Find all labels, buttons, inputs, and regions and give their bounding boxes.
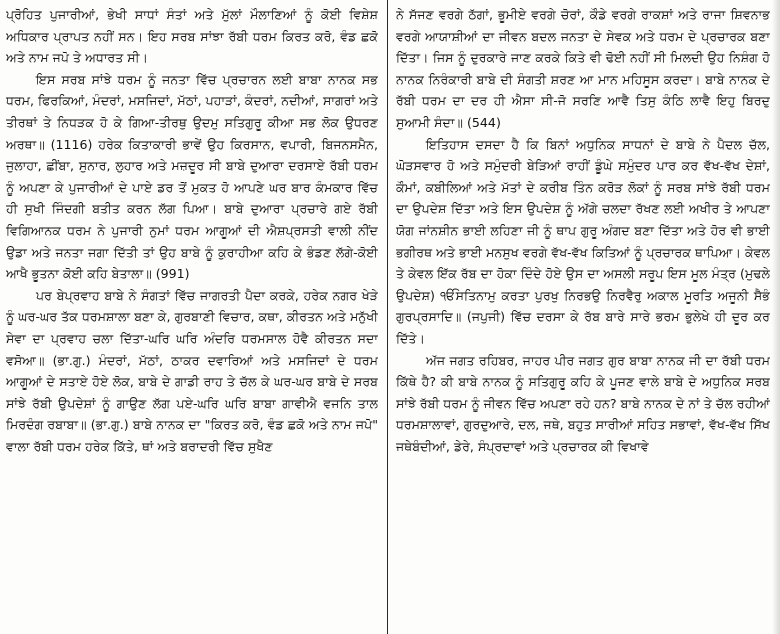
paragraph: ਪ੍ਰੋਹਿਤ ਪੁਜਾਰੀਆਂ, ਭੇਖੀ ਸਾਧਾਂ ਸੰਤਾਂ ਅਤੇ ਮੁੱਲਾਂ ਮੌਲਾਣਿਆਂ ਨੂੰ ਕੋਈ ਵਿਸ਼ੇਸ਼ ਅਧਿਕਾਰ ਪ੍ਰਾਪਤ ਨਹੀਂ ਸਨ। ਇਹ ਸਰਬ ਸਾਂਝਾ ਰੱਬੀ ਧਰਮ ਕਿਰਤ ਕਰੋ, ਵੰਡ ਛਕੋ ਅਤੇ ਨਾਮ ਜਪੋ ਤੇ ਅਧਾਰਤ ਸੀ।	[6, 7, 378, 66]
right-text-column	[396, 4, 770, 630]
page-edge-shadow	[772, 0, 780, 634]
column-divider	[387, 0, 388, 634]
paragraph: ਅੱਜ ਜਗਤ ਰਹਿਬਰ, ਜਾਹਰ ਪੀਰ ਜਗਤ ਗੁਰ ਬਾਬਾ ਨਾਨਕ ਜੀ ਦਾ ਰੱਬੀ ਧਰਮ ਕਿੱਥੇ ਹੈ? ਕੀ ਬਾਬੇ ਨਾਨਕ ਨੂੰ ਸਤਿਗੁਰੂ ਕਹਿ ਕੇ ਪੂਜਣ ਵਾਲੇ ਬਾਬੇ ਦੇ ਅਧੁਨਿਕ ਸਰਬ ਸਾਂਝੇ ਰੱਬੀ ਧਰਮ ਨੂੰ ਜੀਵਨ ਵਿੱਚ ਅਪਣਾ ਰਹੇ ਹਨ? ਬਾਬੇ ਨਾਨਕ ਦੇ ਨਾਂ ਤੇ ਚੱਲ ਰਹੀਆਂ ਧਰਮਸ਼ਾਲਾਵਾਂ, ਗੁਰਦੁਆਰੇ, ਦਲ, ਜਥੇ, ਬਹੁਤ ਸਾਰੀਆਂ ਸਹਿਤ ਸਭਾਵਾਂ, ਵੱਖ-ਵੱਖ ਸਿੱਖ ਜਥੇਬੰਦੀਆਂ, ਡੇਰੇ, ਸੰਪ੍ਰਦਾਵਾਂ ਅਤੇ ਪ੍ਰਚਾਰਕ ਕੀ ਵਿਖਾਵੇ	[396, 352, 770, 454]
paragraph: ਇਤਿਹਾਸ ਦਸਦਾ ਹੈ ਕਿ ਬਿਨਾਂ ਅਧੁਨਿਕ ਸਾਧਨਾਂ ਦੇ ਬਾਬੇ ਨੇ ਪੈਦਲ ਚੱਲ, ਘੋੜਸਵਾਰ ਹੋ ਅਤੇ ਸਮੁੰਦਰੀ ਬੇੜਿਆਂ ਰਾਹੀਂ ਡੂੰਘੇ ਸਮੁੰਦਰ ਪਾਰ ਕਰ ਵੱਖ-ਵੱਖ ਦੇਸ਼ਾਂ, ਕੌਮਾਂ, ਕਬੀਲਿਆਂ ਅਤੇ ਮੱਤਾਂ ਦੇ ਕਰੀਬ ਤਿੰਨ ਕਰੋੜ ਲੋਕਾਂ ਨੂੰ ਸਰਬ ਸਾਂਝੇ ਰੱਬੀ ਧਰਮ ਦਾ ਉਪਦੇਸ਼ ਦਿੱਤਾ ਅਤੇ ਇਸ ਉਪਦੇਸ਼ ਨੂੰ ਅੱਗੇ ਚਲਦਾ ਰੱਖਣ ਲਈ ਅਖੀਰ ਤੇ ਆਪਣਾ ਯੋਗ ਜਾਂਨਸ਼ੀਨ ਭਾਈ ਲਹਿਣਾ ਜੀ ਨੂੰ ਥਾਪ ਗੁਰੂ ਅੰਗਦ ਬਣਾ ਦਿੱਤਾ ਅਤੇ ਹੋਰ ਵੀ ਭਾਈ ਭਗੀਰਥ ਅਤੇ ਭਾਈ ਮਨਸੁਖ ਵਰਗੇ ਵੱਖ-ਵੱਖ ਕਿਤਿਆਂ ਨੂੰ ਪ੍ਰਚਾਰਕ ਥਾਪਿਆ। ਕੇਵਲ ਤੇ ਕੇਵਲ ਇੱਕ ਰੱਬ ਦਾ ਹੋਕਾ ਦਿੰਦੇ ਹੋਏ ਉਸ ਦਾ ਅਸਲੀ ਸਰੂਪ ਇਸ ਮੂਲ ਮੰਤ੍ਰ (ਮੁਢਲੇ ਉਪਦੇਸ਼) ੴਸਤਿਨਾਮੁ ਕਰਤਾ ਪੁਰਖੁ ਨਿਰਭਉ ਨਿਰਵੈਰੁ ਅਕਾਲ ਮੂਰਤਿ ਅਜੂਨੀ ਸੈਭੰ ਗੁਰਪ੍ਰਸਾਦਿ॥ (ਜਪੁਜੀ) ਵਿੱਚ ਦਰਸਾ ਕੇ ਰੱਬ ਬਾਰੇ ਸਾਰੇ ਭਰਮ ਭੁਲੇਖੇ ਹੀ ਦੂਰ ਕਰ ਦਿੱਤੇ।	[396, 136, 770, 346]
paragraph: ਇਸ ਸਰਬ ਸਾਂਝੇ ਧਰਮ ਨੂੰ ਜਨਤਾ ਵਿੱਚ ਪ੍ਰਚਾਰਨ ਲਈ ਬਾਬਾ ਨਾਨਕ ਸਭ ਧਰਮ, ਫਿਰਕਿਆਂ, ਮੰਦਰਾਂ, ਮਸਜਿਦਾਂ, ਮੱਠਾਂ, ਪਹਾੜਾਂ, ਕੰਦਰਾਂ, ਨਦੀਆਂ, ਸਾਗਰਾਂ ਅਤੇ ਤੀਰਥਾਂ ਤੇ ਨਿਧੜਕ ਹੋ ਕੇ ਗਿਆ-ਤੀਰਥੁ ਉਦਮੁ ਸਤਿਗੁਰੂ ਕੀਆ ਸਭ ਲੋਕ ਉਧਰਣ ਅਰਥਾ॥ (1116) ਹਰੇਕ ਕਿਤਾਕਾਰੀ ਭਾਵੇਂ ਉਹ ਕਿਰਸਾਨ, ਵਪਾਰੀ, ਬਿਜਨਸਮੈਨ, ਜੁਲਾਹਾ, ਛੀਂਬਾ, ਸੁਨਾਰ, ਲੁਹਾਰ ਅਤੇ ਮਜ਼ਦੂਰ ਸੀ ਬਾਬੇ ਦੁਆਰਾ ਦਰਸਾਏ ਰੱਬੀ ਧਰਮ ਨੂੰ ਅਪਣਾ ਕੇ ਪੁਜਾਰੀਆਂ ਦੇ ਪਾਏ ਡਰ ਤੋਂ ਮੁਕਤ ਹੋ ਆਪਣੇ ਘਰ ਬਾਰ ਕੰਮਕਾਰ ਵਿੱਚ ਹੀ ਸੁਖੀ ਜਿੰਦਗੀ ਬਤੀਤ ਕਰਨ ਲੱਗ ਪਿਆ। ਬਾਬੇ ਦੁਆਰਾ ਪ੍ਰਚਾਰੇ ਗਏ ਰੱਬੀ ਵਿਗਿਆਨਕ ਧਰਮ ਨੇ ਪੁਜਾਰੀ ਨੁਮਾਂ ਧਰਮ ਆਗੂਆਂ ਦੀ ਐਸ਼ਪ੍ਰਸਤੀ ਵਾਲੀ ਨੀਂਦ ਉਡਾ ਅਤੇ ਜਨਤਾ ਜਗਾ ਦਿੱਤੀ ਤਾਂ ਉਹ ਬਾਬੇ ਨੂੰ ਕੁਰਾਹੀਆ ਕਹਿ ਕੇ ਭੰਡਣ ਲੱਗੇ-ਕੋਈ ਆਖੈ ਭੂਤਨਾ ਕੋਈ ਕਹਿ ਬੇਤਾਲਾ॥ (991)	[6, 71, 378, 282]
paragraph: ਪਰ ਬੇਪ੍ਰਵਾਹ ਬਾਬੇ ਨੇ ਸੰਗਤਾਂ ਵਿੱਚ ਜਾਗਰਤੀ ਪੈਦਾ ਕਰਕੇ, ਹਰੇਕ ਨਗਰ ਖੇੜੇ ਨੂੰ ਘਰ-ਘਰ ਤੱਕ ਧਰਮਸ਼ਾਲਾ ਬਣਾ ਕੇ, ਗੁਰਬਾਣੀ ਵਿਚਾਰ, ਕਥਾ, ਕੀਰਤਨ ਅਤੇ ਮਨੁੱਖੀ ਸੇਵਾ ਦਾ ਪ੍ਰਵਾਹ ਚਲਾ ਦਿੱਤਾ-ਘਰਿ ਘਰਿ ਅੰਦਰਿ ਧਰਮਸਾਲ ਹੋਵੈ ਕੀਰਤਨ ਸਦਾ ਵਸੋਆ॥ (ਭਾ.ਗੁ.) ਮੰਦਰਾਂ, ਮੱਠਾਂ, ਠਾਕਰ ਦਵਾਰਿਆਂ ਅਤੇ ਮਸਜਿਦਾਂ ਦੇ ਧਰਮ ਆਗੂਆਂ ਦੇ ਸਤਾਏ ਹੋਏ ਲੋਕ, ਬਾਬੇ ਦੇ ਗਾਡੀ ਰਾਹ ਤੇ ਚੱਲ ਕੇ ਘਰ-ਘਰ ਬਾਬੇ ਦੇ ਸਰਬ ਸਾਂਝੇ ਰੱਬੀ ਉਪਦੇਸ਼ਾਂ ਨੂੰ ਗਾਉਣ ਲੱਗ ਪਏ-ਘਰਿ ਘਰਿ ਬਾਬਾ ਗਾਵੀਐ ਵਜਨਿ ਤਾਲ ਮਿਰਦੰਗ ਰਬਾਬਾ॥ (ਭਾ.ਗੁ.) ਬਾਬੇ ਨਾਨਕ ਦਾ "ਕਿਰਤ ਕਰੋ, ਵੰਡ ਛਕੋ ਅਤੇ ਨਾਮ ਜਪੋ" ਵਾਲਾ ਰੱਬੀ ਧਰਮ ਹਰੇਕ ਕਿੱਤੇ, ਥਾਂ ਅਤੇ ਬਰਾਦਰੀ ਵਿੱਚ ਸੁਖੈਣ	[6, 287, 378, 454]
left-text-column	[6, 4, 378, 630]
paragraph: ਨੇ ਸੱਜਣ ਵਰਗੇ ਠੱਗਾਂ, ਭੂਮੀਏ ਵਰਗੇ ਚੋਰਾਂ, ਕੌਡੇ ਵਰਗੇ ਰਾਕਸ਼ਾਂ ਅਤੇ ਰਾਜਾ ਸ਼ਿਵਨਾਭ ਵਰਗੇ ਆਯਾਸ਼ੀਆਂ ਦਾ ਜੀਵਨ ਬਦਲ ਜਨਤਾ ਦੇ ਸੇਵਕ ਅਤੇ ਧਰਮ ਦੇ ਪ੍ਰਚਾਰਕ ਬਣਾ ਦਿੱਤਾ। ਜਿਸ ਨੂੰ ਦੁਰਕਾਰੇ ਜਾਣ ਕਰਕੇ ਕਿਤੇ ਵੀ ਢੋਈ ਨਹੀਂ ਸੀ ਮਿਲਦੀ ਉਹ ਨਿਸ਼ੰਗ ਹੋ ਨਾਨਕ ਨਿਰੰਕਾਰੀ ਬਾਬੇ ਦੀ ਸੰਗਤੀ ਸ਼ਰਣ ਆ ਮਾਨ ਮਹਿਸੂਸ ਕਰਦਾ। ਬਾਬੇ ਨਾਨਕ ਦੇ ਰੱਬੀ ਧਰਮ ਦਾ ਦਰ ਹੀ ਐਸਾ ਸੀ-ਜੋ ਸਰਣਿ ਆਵੈ ਤਿਸੁ ਕੰਠਿ ਲਾਵੈ ਇਹੁ ਬਿਰਦੁ ਸੁਆਮੀ ਸੰਦਾ॥ (544)	[396, 7, 770, 130]
